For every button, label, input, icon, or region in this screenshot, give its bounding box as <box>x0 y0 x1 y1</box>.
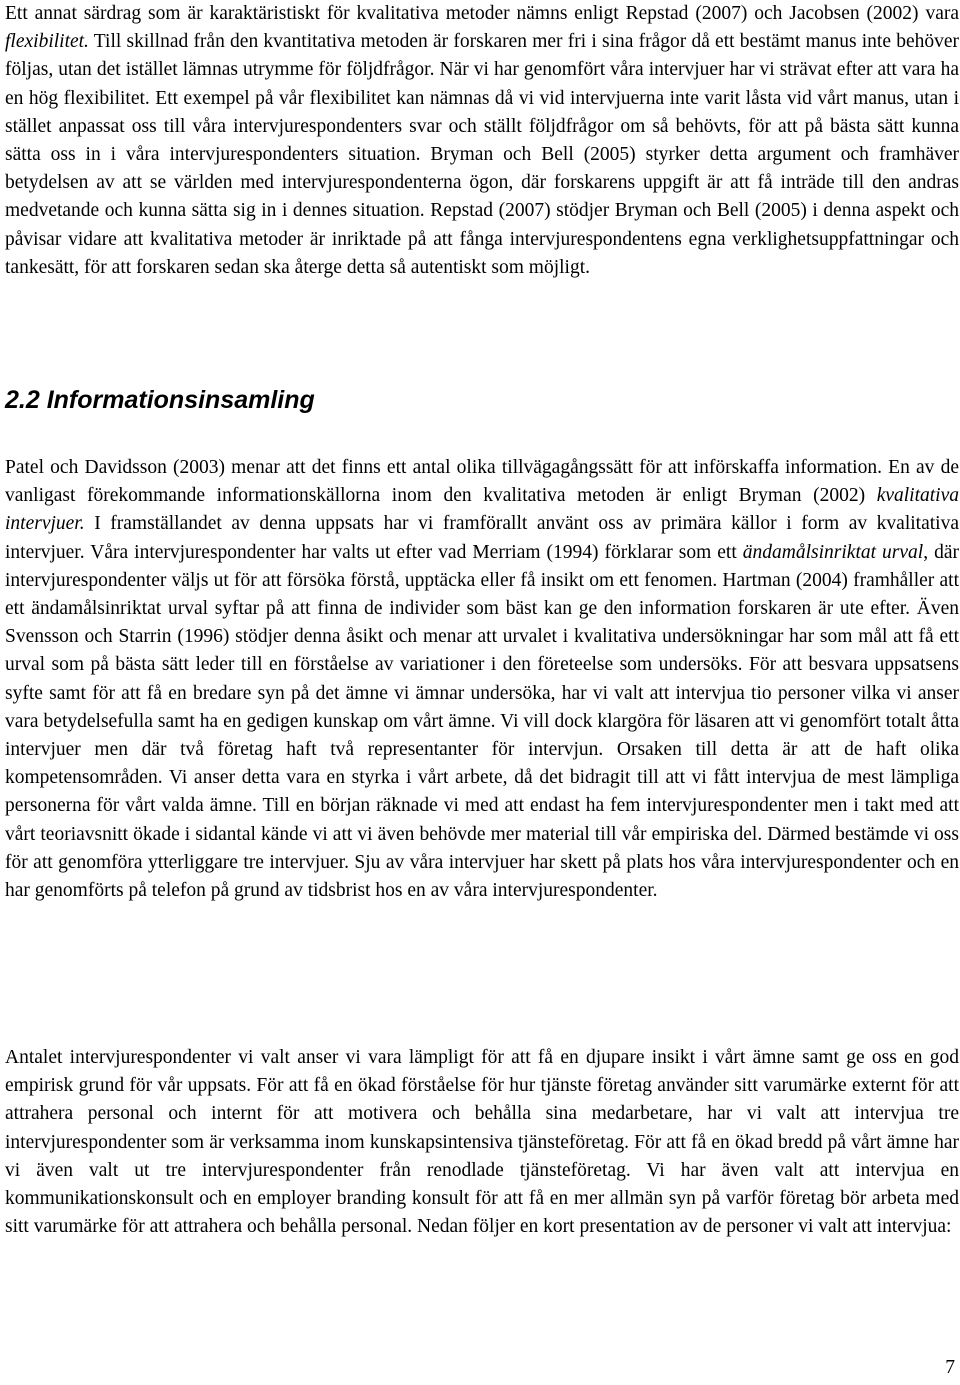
emphasis-term: ändamålsinriktat urval <box>742 541 924 563</box>
paragraph-information-gathering <box>5 454 959 905</box>
paragraph-flexibility <box>5 0 959 282</box>
paragraph-text: , där intervjurespondenter väljs ut för att försöka förstå, upptäcka eller få insikt om ett fenomen. Hartman (2004) framhåller att ett ändamålsinriktat urval syftar på att finna de individer som bäst kan ge den information forskaren är ute efter. Även Svensson och Starrin (1996) stödjer denna åsikt och menar att urvalet i kvalitativa undersökningar har som mål att få ett urval som på bästa sätt leder till en förståelse av variationer i den företeelse som undersöks. För att besvara uppsatsens syfte samt för att få en bredare syn på det ämne vi ämnar undersöka, har vi valt att intervjua tio personer vilka vi anser vara betydelsefulla samt ha en gedigen kunskap om vårt ämne. Vi vill dock klargöra för läsaren att vi genomfört totalt åtta intervjuer men där två företag haft två representanter för intervjun. Orsaken till detta är att de haft olika kompetensområden. Vi anser detta vara en styrka i vårt arbete, då det bidragit till att vi fått intervjua de mest lämpliga personerna för vårt valda ämne. Till en början räknade vi med att endast ha fem intervjurespondenter men i takt med att vårt teoriavsnitt ökade i sidantal kände vi att vi även behövde mer material till vår empiriska del. Därmed bestämde vi oss för att genomföra ytterliggare tre intervjuer. Sju av våra intervjuer har skett på plats hos våra intervjurespondenter och en har genomförts på telefon på grund av tidsbrist hos en av våra intervjurespondenter. <box>5 541 960 902</box>
paragraph-respondents <box>5 1044 959 1241</box>
section-title: Informationsinsamling <box>46 386 315 414</box>
paragraph-text: Ett annat särdrag som är karaktäristiskt för kvalitativa metoder nämns enligt Repstad (2007) och Jacobsen (2002) vara <box>5 3 959 24</box>
paragraph-text: Patel och Davidsson (2003) menar att det finns ett antal olika tillvägagångssätt för att införskaffa information. En av de vanligast förekommande informationskällorna inom den kvalitativa metoden är enligt Bryman (2002) <box>5 457 959 507</box>
paragraph-text: I framställandet av denna uppsats har vi framförallt använt oss av primära källor i form av kvalitativa intervjuer. Våra intervjurespondenter har valts ut efter vad Merriam (1994) förklarar som ett <box>5 513 959 563</box>
paragraph-text: Till skillnad från den kvantitativa metoden är forskaren mer fri i sina frågor då ett bestämt manus inte behöver följas, utan det istället lämnas utrymme för följdfrågor. När vi har genomfört våra intervjuer har vi strävat efter att vara ha en hög flexibilitet. Ett exempel på vår flexibilitet kan nämnas då vi vid intervjuerna inte varit låsta vid vårt manus, utan i stället anpassat oss till våra intervjurespondenters svar och ställt följdfrågor om så behövts, för att på bästa sätt kunna sätta oss in i våra intervjurespondenters situation. Bryman och Bell (2005) styrker detta argument och framhäver betydelsen av att se världen med intervjurespondenterna ögon, där forskarens uppgift är att få inträde till den andras medvetande och kunna sätta sig in i dennes situation. Repstad (2007) stödjer Bryman och Bell (2005) i denna aspekt och påvisar vidare att kvalitativa metoder är inriktade på att fånga intervjurespondentens egna verklighetsuppfattningar och tankesätt, för att forskaren sedan ska återge detta så autentiskt som möjligt. <box>5 31 959 278</box>
emphasis-term: flexibilitet. <box>5 31 89 53</box>
paragraph-text: Antalet intervjurespondenter vi valt anser vi vara lämpligt för att få en djupare insikt i vårt ämne samt ge oss en god empirisk grund för vår uppsats. För att få en ökad förståelse för hur tjänste företag använder sitt varumärke externt för att attrahera personal och internt för att motivera och behålla sina medarbetare, har vi valt att intervjua tre intervjurespondenter som är verksamma inom kunskapsintensiva tjänsteföretag. För att få en ökad bredd på vårt ämne har vi även valt ut tre intervjurespondenter från renodlade tjänsteföretag. Vi har även valt att intervjua en kommunikationskonsult och en employer branding konsult för att få en mer allmän syn på varför företag bör arbeta med sitt varumärke för att attrahera och behålla personal. Nedan följer en kort presentation av de personer vi valt att intervjua: <box>5 1047 959 1238</box>
section-heading <box>5 384 315 416</box>
emphasis-term: kvalitativa intervjuer. <box>5 485 959 535</box>
section-number: 2.2 <box>5 386 40 414</box>
page-number: 7 <box>945 1357 955 1378</box>
